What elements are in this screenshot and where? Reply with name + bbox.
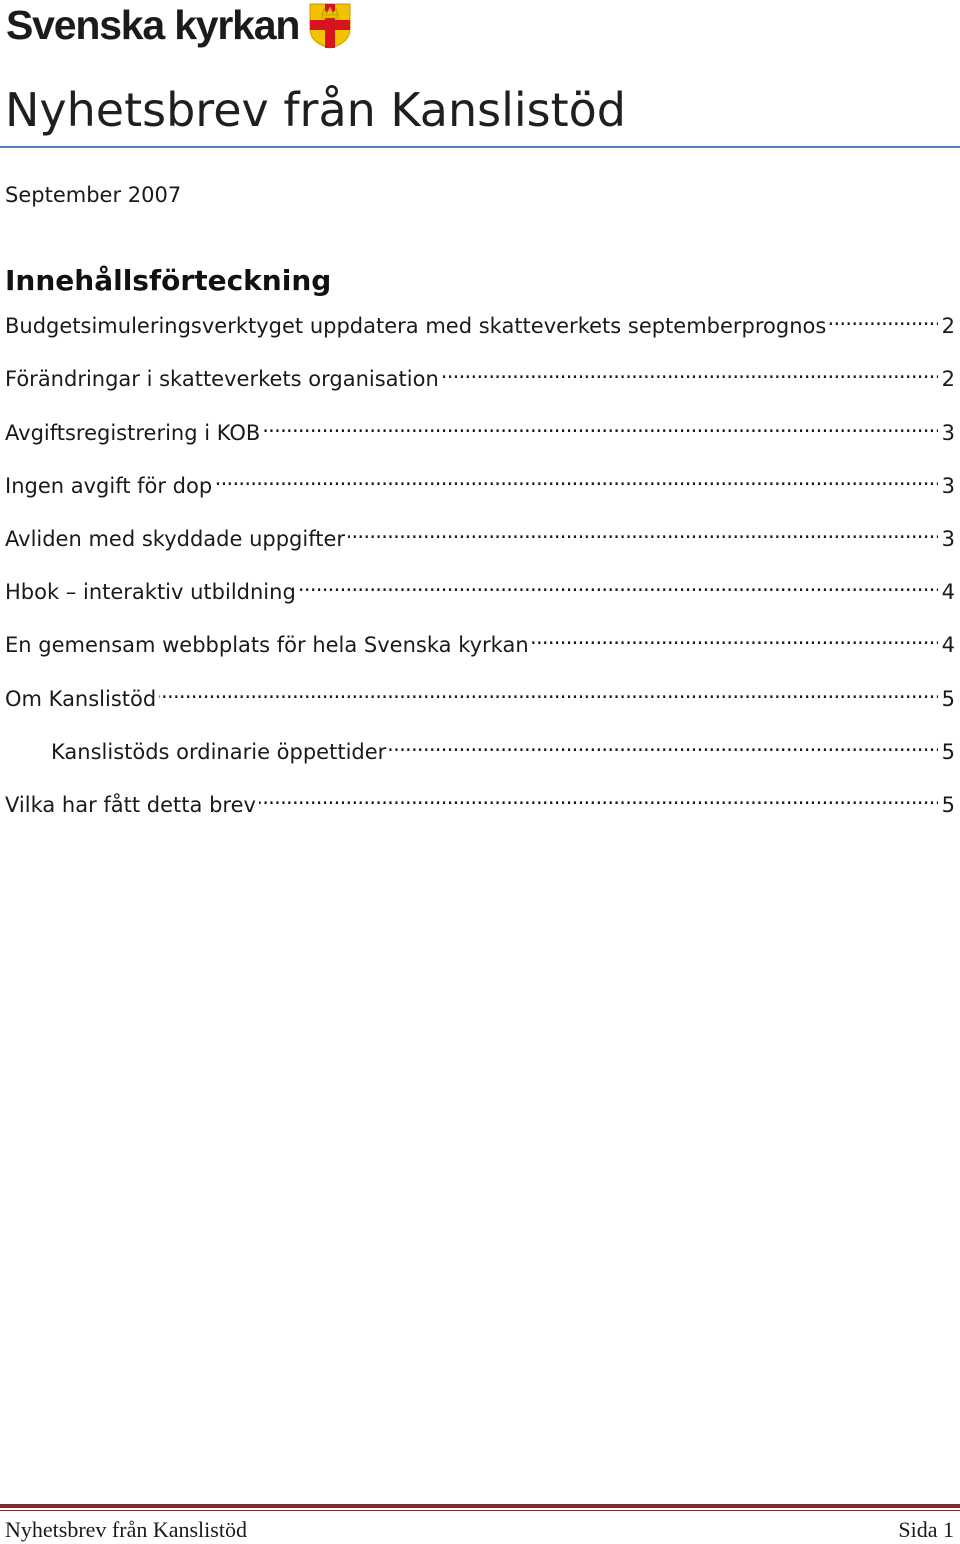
toc-entry-title: En gemensam webbplats för hela Svenska kyrkan — [5, 633, 529, 657]
footer-page-number: Sida 1 — [898, 1517, 954, 1542]
toc-entry-title: Hbok – interaktiv utbildning — [5, 580, 296, 604]
toc-entry[interactable] — [5, 463, 955, 498]
toc-entry[interactable] — [5, 356, 955, 391]
toc-entry[interactable] — [5, 676, 955, 711]
document-date: September 2007 — [5, 183, 182, 207]
svenska-kyrkan-logo — [6, 2, 352, 52]
toc-dot-leader — [532, 622, 938, 652]
toc-heading: Innehållsförteckning — [5, 264, 332, 297]
toc-entry-page: 5 — [941, 793, 955, 817]
toc-entry-page: 4 — [941, 633, 955, 657]
toc-entry-title: Om Kanslistöd — [5, 687, 157, 711]
toc-entry[interactable] — [5, 622, 955, 657]
toc-entry-page: 3 — [941, 527, 955, 551]
toc-entry-title: Vilka har fått detta brev — [5, 793, 256, 817]
logo-wordmark: Svenska kyrkan — [6, 2, 300, 48]
footer-divider-thick — [0, 1504, 960, 1508]
toc-entry-title: Avgiftsregistrering i KOB — [5, 421, 261, 445]
toc-entry-page: 2 — [941, 367, 955, 391]
church-shield-crown-icon — [308, 3, 352, 49]
toc-entry[interactable] — [5, 516, 955, 551]
toc-dot-leader — [259, 782, 938, 812]
toc-entry-page: 2 — [941, 314, 955, 338]
toc-entry-page: 3 — [941, 421, 955, 445]
document-title: Nyhetsbrev från Kanslistöd — [5, 83, 626, 137]
toc-dot-leader — [348, 516, 938, 546]
toc-entry[interactable] — [5, 782, 955, 817]
toc-entry-title: Ingen avgift för dop — [5, 474, 213, 498]
toc-entry-page: 4 — [941, 580, 955, 604]
toc-entry[interactable] — [5, 410, 955, 445]
toc-entry[interactable] — [5, 569, 955, 604]
toc-entry-title: Avliden med skyddade uppgifter — [5, 527, 346, 551]
toc-dot-leader — [389, 729, 937, 759]
toc-dot-leader — [442, 356, 938, 386]
toc-dot-leader — [299, 569, 938, 599]
toc-dot-leader — [829, 303, 937, 333]
toc-entry-page: 5 — [941, 740, 955, 764]
footer-document-name: Nyhetsbrev från Kanslistöd — [5, 1517, 247, 1542]
title-divider — [0, 146, 960, 148]
toc-entry[interactable] — [5, 303, 955, 338]
footer-divider-thin — [0, 1510, 960, 1511]
toc-subentry[interactable] — [51, 729, 955, 764]
toc-dot-leader — [215, 463, 937, 493]
toc-entry-title: Budgetsimuleringsverktyget uppdatera med skatteverkets septemberprognos — [5, 314, 827, 338]
toc-entry-page: 5 — [941, 687, 955, 711]
toc-dot-leader — [159, 676, 937, 706]
toc-entry-title: Kanslistöds ordinarie öppettider — [51, 740, 387, 764]
toc-entry-page: 3 — [941, 474, 955, 498]
toc-dot-leader — [263, 410, 937, 440]
toc-entry-title: Förändringar i skatteverkets organisation — [5, 367, 439, 391]
